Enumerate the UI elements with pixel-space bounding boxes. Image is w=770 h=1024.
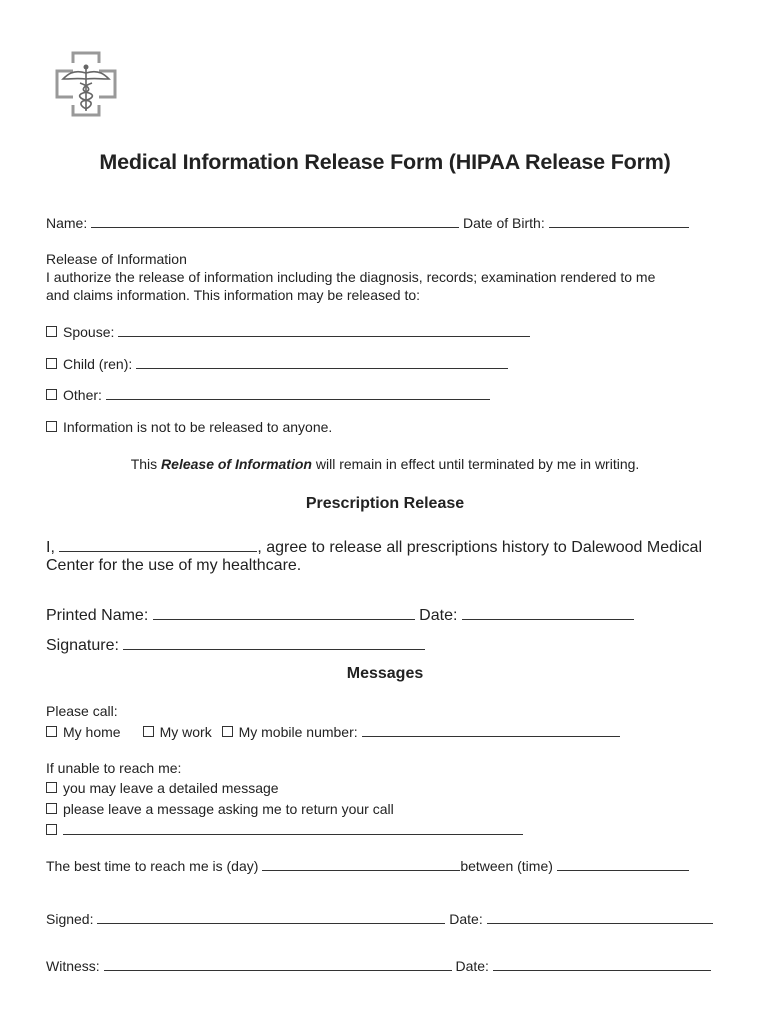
mobile-number-field[interactable] (362, 723, 620, 737)
dob-label: Date of Birth: (463, 215, 545, 231)
prescription-heading: Prescription Release (305, 495, 465, 512)
best-time-row: The best time to reach me is (day) between (time) (46, 857, 689, 875)
other-checkbox[interactable] (46, 389, 57, 400)
none-checkbox[interactable] (46, 421, 57, 432)
release-text-1: I authorize the release of information including the diagnosis, records; examination rendered to me (46, 269, 656, 285)
detailed-checkbox[interactable] (46, 782, 57, 793)
witness-row: Witness: Date: (46, 957, 711, 975)
witness-date-field[interactable] (493, 957, 711, 971)
detailed-row: you may leave a detailed message (46, 779, 279, 797)
signed-row: Signed: Date: (46, 910, 713, 928)
spouse-row (46, 323, 530, 341)
name-field[interactable] (91, 214, 459, 228)
prescription-statement: I, , agree to release all prescriptions history to Dalewood Medical (46, 536, 702, 558)
custom-message-field[interactable] (63, 821, 523, 835)
none-row (46, 418, 332, 436)
prescription-date-field[interactable] (462, 604, 634, 620)
other-label: Other: (63, 387, 102, 403)
patient-row (46, 214, 689, 232)
children-field[interactable] (136, 355, 508, 369)
return-call-checkbox[interactable] (46, 803, 57, 814)
release-heading: Release of Information (46, 251, 187, 267)
return-call-row: please leave a message asking me to return your call (46, 800, 394, 818)
effect-bold: Release of Information (161, 456, 312, 472)
caduceus-cross-icon (53, 49, 119, 119)
signature-field[interactable] (123, 634, 425, 650)
signed-date-field[interactable] (487, 910, 713, 924)
release-text-2: and claims information. This information may be released to: (46, 287, 421, 303)
please-call-label: Please call: (46, 703, 118, 719)
best-time-field[interactable] (557, 857, 689, 871)
call-options-row: My home My work My mobile number: (46, 723, 620, 741)
prescription-name-field[interactable] (59, 536, 257, 552)
prescription-line-2: Center for the use of my healthcare. (46, 557, 302, 574)
children-row (46, 355, 508, 373)
none-label: Information is not to be released to anyone. (63, 419, 333, 435)
dob-field[interactable] (549, 214, 689, 228)
signed-field[interactable] (97, 910, 445, 924)
printed-name-field[interactable] (153, 604, 415, 620)
children-checkbox[interactable] (46, 358, 57, 369)
form-title: Medical Information Release Form (HIPAA Release Form) (99, 150, 671, 174)
witness-field[interactable] (104, 957, 452, 971)
custom-checkbox[interactable] (46, 824, 57, 835)
best-day-field[interactable] (262, 857, 460, 871)
signature-row: Signature: (46, 634, 425, 656)
other-field[interactable] (106, 386, 490, 400)
spouse-label: Spouse: (63, 324, 115, 340)
home-checkbox[interactable] (46, 726, 57, 737)
spouse-field[interactable] (118, 323, 530, 337)
printed-name-row: Printed Name: Date: (46, 604, 634, 626)
messages-heading: Messages (346, 665, 424, 682)
effect-statement: This Release of Information will remain in effect until terminated by me in writing. (130, 456, 640, 472)
children-label: Child (ren): (63, 356, 133, 372)
work-checkbox[interactable] (143, 726, 154, 737)
other-row (46, 386, 490, 404)
if-unable-label: If unable to reach me: (46, 760, 182, 776)
mobile-checkbox[interactable] (222, 726, 233, 737)
custom-message-row (46, 821, 523, 839)
spouse-checkbox[interactable] (46, 326, 57, 337)
name-label: Name: (46, 215, 88, 231)
